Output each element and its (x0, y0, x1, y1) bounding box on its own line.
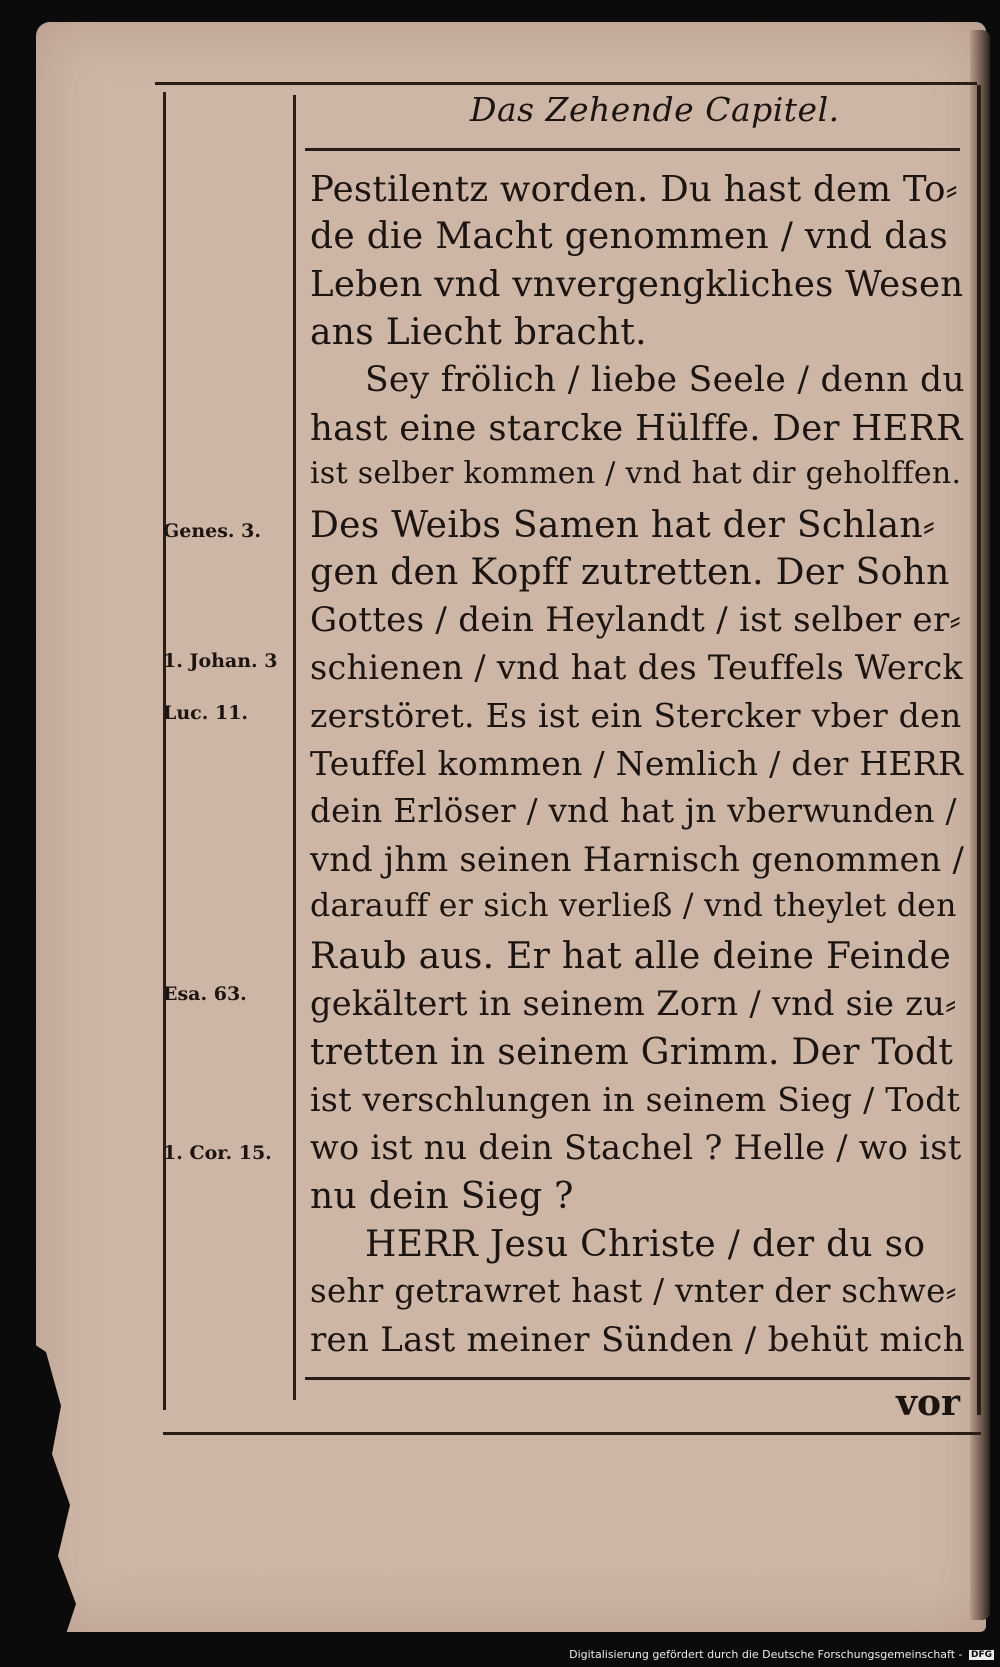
text-bottom-rule (305, 1377, 970, 1380)
text-line: vnd jhm seinen Harnisch genommen / (310, 840, 965, 879)
text-line: Des Weibs Samen hat der Schlan⸗ (310, 505, 936, 546)
text-line: Teuffel kommen / Nemlich / der HERR (310, 744, 964, 783)
margin-divider-rule (293, 95, 296, 1400)
header-rule (305, 148, 960, 151)
text-line: HERR Jesu Christe / der du so (365, 1224, 926, 1265)
text-line: ans Liecht bracht. (310, 312, 647, 353)
frame-top-rule (155, 82, 977, 85)
text-line: sehr getrawret hast / vnter der schwe⸗ (310, 1272, 957, 1310)
text-line: hast eine starcke Hülffe. Der HERR (310, 408, 963, 449)
credit-text: Digitalisierung gefördert durch die Deutsche Forschungsgemeinschaft - (569, 1648, 963, 1661)
dfg-logo: DFG (970, 1650, 992, 1660)
text-line: darauff er sich verließ / vnd theylet den (310, 888, 957, 924)
margin-reference: 1. Johan. 3 (163, 650, 278, 672)
margin-reference: Luc. 11. (163, 702, 249, 724)
text-line: ist verschlungen in seinem Sieg / Todt (310, 1080, 961, 1119)
text-line: Pestilentz worden. Du hast dem To⸗ (310, 169, 958, 210)
margin-reference: Genes. 3. (163, 520, 261, 542)
text-line: ren Last meiner Sünden / behüt mich (310, 1320, 965, 1360)
text-line: zerstöret. Es ist ein Stercker vber den (310, 696, 962, 735)
digitization-credit (569, 1648, 994, 1661)
running-head: Das Zehende Capitel. (470, 90, 840, 129)
text-line: dein Erlöser / vnd hat jn vberwunden / (310, 792, 957, 830)
text-line: wo ist nu dein Stachel ? Helle / wo ist (310, 1128, 962, 1167)
text-line: de die Macht genommen / vnd das (310, 216, 948, 257)
text-line: Gottes / dein Heylandt / ist selber er⸗ (310, 600, 962, 640)
text-line: Leben vnd vnvergengkliches Wesen (310, 264, 964, 305)
frame-left-rule (163, 92, 166, 1410)
text-line: ist selber kommen / vnd hat dir geholffen. (310, 456, 962, 491)
margin-reference: 1. Cor. 15. (163, 1142, 272, 1164)
catchword: vor (896, 1382, 960, 1424)
margin-reference: Esa. 63. (163, 983, 247, 1005)
text-line: Sey frölich / liebe Seele / denn du (365, 360, 965, 400)
frame-bottom-rule (163, 1432, 981, 1435)
text-line: nu dein Sieg ? (310, 1176, 574, 1217)
frame-right-rule (977, 85, 981, 1415)
text-line: Raub aus. Er hat alle deine Feinde (310, 936, 952, 977)
text-line: tretten in seinem Grimm. Der Todt (310, 1032, 954, 1073)
text-line: schienen / vnd hat des Teuffels Werck (310, 648, 964, 687)
text-line: gekältert in seinem Zorn / vnd sie zu⸗ (310, 984, 957, 1023)
text-line: gen den Kopff zutretten. Der Sohn (310, 552, 950, 593)
